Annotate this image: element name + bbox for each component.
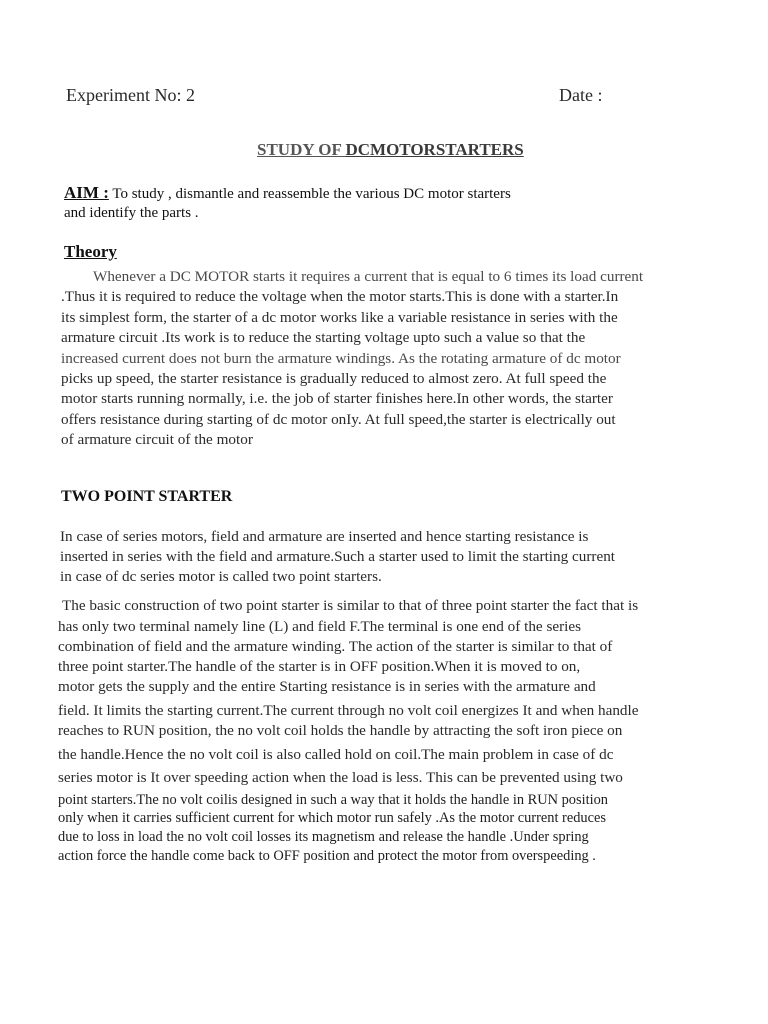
- para2-line: due to loss in load the no volt coil losses its magnetism and release the handle .Under spring: [58, 829, 589, 845]
- para2-line: point starters.The no volt coilis designed in such a way that it holds the handle in RUN position: [58, 792, 608, 808]
- para2-line: motor gets the supply and the entire Starting resistance is in series with the armature and: [58, 678, 596, 695]
- section-heading-two-point: TWO POINT STARTER: [61, 488, 233, 505]
- theory-line: increased current does not burn the armature windings. As the rotating armature of dc motor: [61, 350, 621, 367]
- para1-line: inserted in series with the field and armature.Such a starter used to limit the starting current: [60, 548, 616, 565]
- experiment-number: Experiment No: 2: [66, 85, 195, 105]
- para1-line: In case of series motors, field and armature are inserted and hence starting resistance is: [60, 528, 589, 545]
- para2-line: only when it carries sufficient current for which motor run safely .As the motor current reduces: [58, 810, 606, 826]
- theory-line: of armature circuit of the motor: [61, 431, 253, 448]
- para2-line: three point starter.The handle of the starter is in OFF position.When it is moved to on,: [58, 658, 581, 675]
- para2-line: field. It limits the starting current.The current through no volt coil energizes It and when handle: [58, 702, 639, 719]
- theory-line: armature circuit .Its work is to reduce the starting voltage upto such a value so that the: [61, 329, 586, 346]
- theory-line: picks up speed, the starter resistance is gradually reduced to almost zero. At full speed the: [61, 370, 607, 387]
- para2-line: the handle.Hence the no volt coil is also called hold on coil.The main problem in case of dc: [58, 746, 614, 763]
- para2-line: series motor is It over speeding action when the load is less. This can be prevented using two: [58, 769, 623, 786]
- theory-line: motor starts running normally, i.e. the job of starter finishes here.In other words, the starter: [61, 390, 613, 407]
- aim-label: AIM :: [64, 183, 109, 202]
- page-title: [257, 140, 524, 160]
- para1-line: in case of dc series motor is called two point starters.: [60, 568, 382, 585]
- title-part2: DCMOTORSTARTERS: [345, 140, 524, 159]
- theory-line: its simplest form, the starter of a dc motor works like a variable resistance in series with the: [61, 309, 618, 326]
- aim-line-1: [64, 183, 511, 203]
- aim-text-1: To study , dismantle and reassemble the various DC motor starters: [108, 186, 511, 202]
- theory-heading: Theory: [64, 242, 117, 261]
- theory-line: .Thus it is required to reduce the voltage when the motor starts.This is done with a starter.In: [61, 288, 619, 305]
- aim-text-2: and identify the parts .: [64, 205, 199, 221]
- theory-line: offers resistance during starting of dc motor onIy. At full speed,the starter is electrically out: [61, 411, 616, 428]
- para2-line: has only two terminal namely line (L) and field F.The terminal is one end of the series: [58, 618, 582, 635]
- para2-line: The basic construction of two point starter is similar to that of three point starter the fact that is: [62, 597, 639, 614]
- para2-line: action force the handle come back to OFF position and protect the motor from overspeeding .: [58, 848, 596, 864]
- para2-line: combination of field and the armature winding. The action of the starter is similar to that of: [58, 638, 613, 655]
- date-label: Date :: [559, 85, 603, 105]
- para2-line: reaches to RUN position, the no volt coil holds the handle by attracting the soft iron piece on: [58, 722, 623, 739]
- theory-line: Whenever a DC MOTOR starts it requires a current that is equal to 6 times its load current: [93, 268, 644, 285]
- title-part1: STUDY OF: [257, 140, 346, 159]
